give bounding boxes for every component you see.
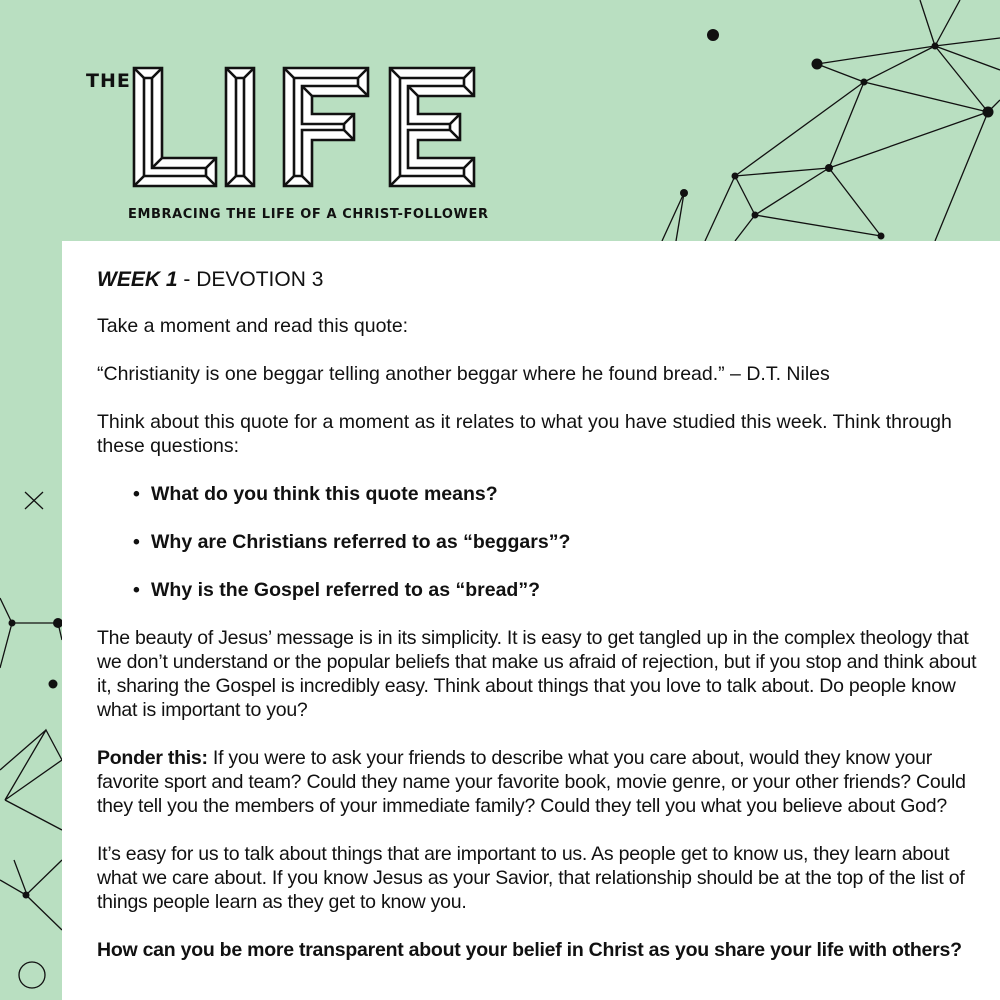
question-text: Why are Christians referred to as “beggars”?	[151, 531, 571, 553]
ponder-label: Ponder this:	[97, 747, 208, 769]
heading-separator: -	[177, 268, 197, 291]
bullet-icon: •	[133, 579, 140, 601]
question-text: Why is the Gospel referred to as “bread”?	[151, 579, 541, 601]
easy-paragraph: It’s easy for us to talk about things that are important to us. As people get to know us, they learn about what we care about. If you know Jesus as your Savior, that relationship should be at the top of the list of things people learn as they get to know you.	[97, 843, 965, 913]
beauty-paragraph: The beauty of Jesus’ message is in its simplicity. It is easy to get tangled up in the complex theology that we don’t understand or the popular beliefs that make us afraid of rejection, but if you stop and think about it, sharing the Gospel is incredibly easy. Think about things that you love to talk about. Do people know what is important to you?	[97, 627, 977, 721]
list-item	[133, 530, 982, 554]
question-list	[97, 482, 982, 602]
closing-question: How can you be more transparent about your belief in Christ as you share your life with others?	[97, 939, 962, 961]
devotion-content	[97, 268, 982, 986]
devotion-label: DEVOTION 3	[196, 268, 324, 291]
question-text: What do you think this quote means?	[151, 483, 498, 505]
think-text: Think about this quote for a moment as it relates to what you have studied this week. Think through these questions:	[97, 411, 952, 457]
ponder-paragraph	[97, 746, 982, 818]
bullet-icon: •	[133, 531, 140, 553]
list-item	[133, 578, 982, 602]
logo-life-wordmark	[130, 64, 480, 190]
list-item	[133, 482, 982, 506]
bullet-icon: •	[133, 483, 140, 505]
logo-the-text: THE	[86, 70, 131, 92]
week-label: WEEK 1	[97, 268, 178, 291]
quote-text: “Christianity is one beggar telling another beggar where he found bread.” – D.T. Niles	[97, 363, 830, 385]
ponder-text: If you were to ask your friends to describe what you care about, would they know your favorite sport and team? Could they name your favorite book, movie genre, or your other friends? Could they tell you the members of your immediate family? Could they tell you what you believe about God?	[97, 747, 966, 817]
logo-tagline: EMBRACING THE LIFE OF A CHRIST-FOLLOWER	[128, 207, 489, 222]
intro-text: Take a moment and read this quote:	[97, 315, 409, 337]
devotion-heading	[97, 268, 982, 292]
